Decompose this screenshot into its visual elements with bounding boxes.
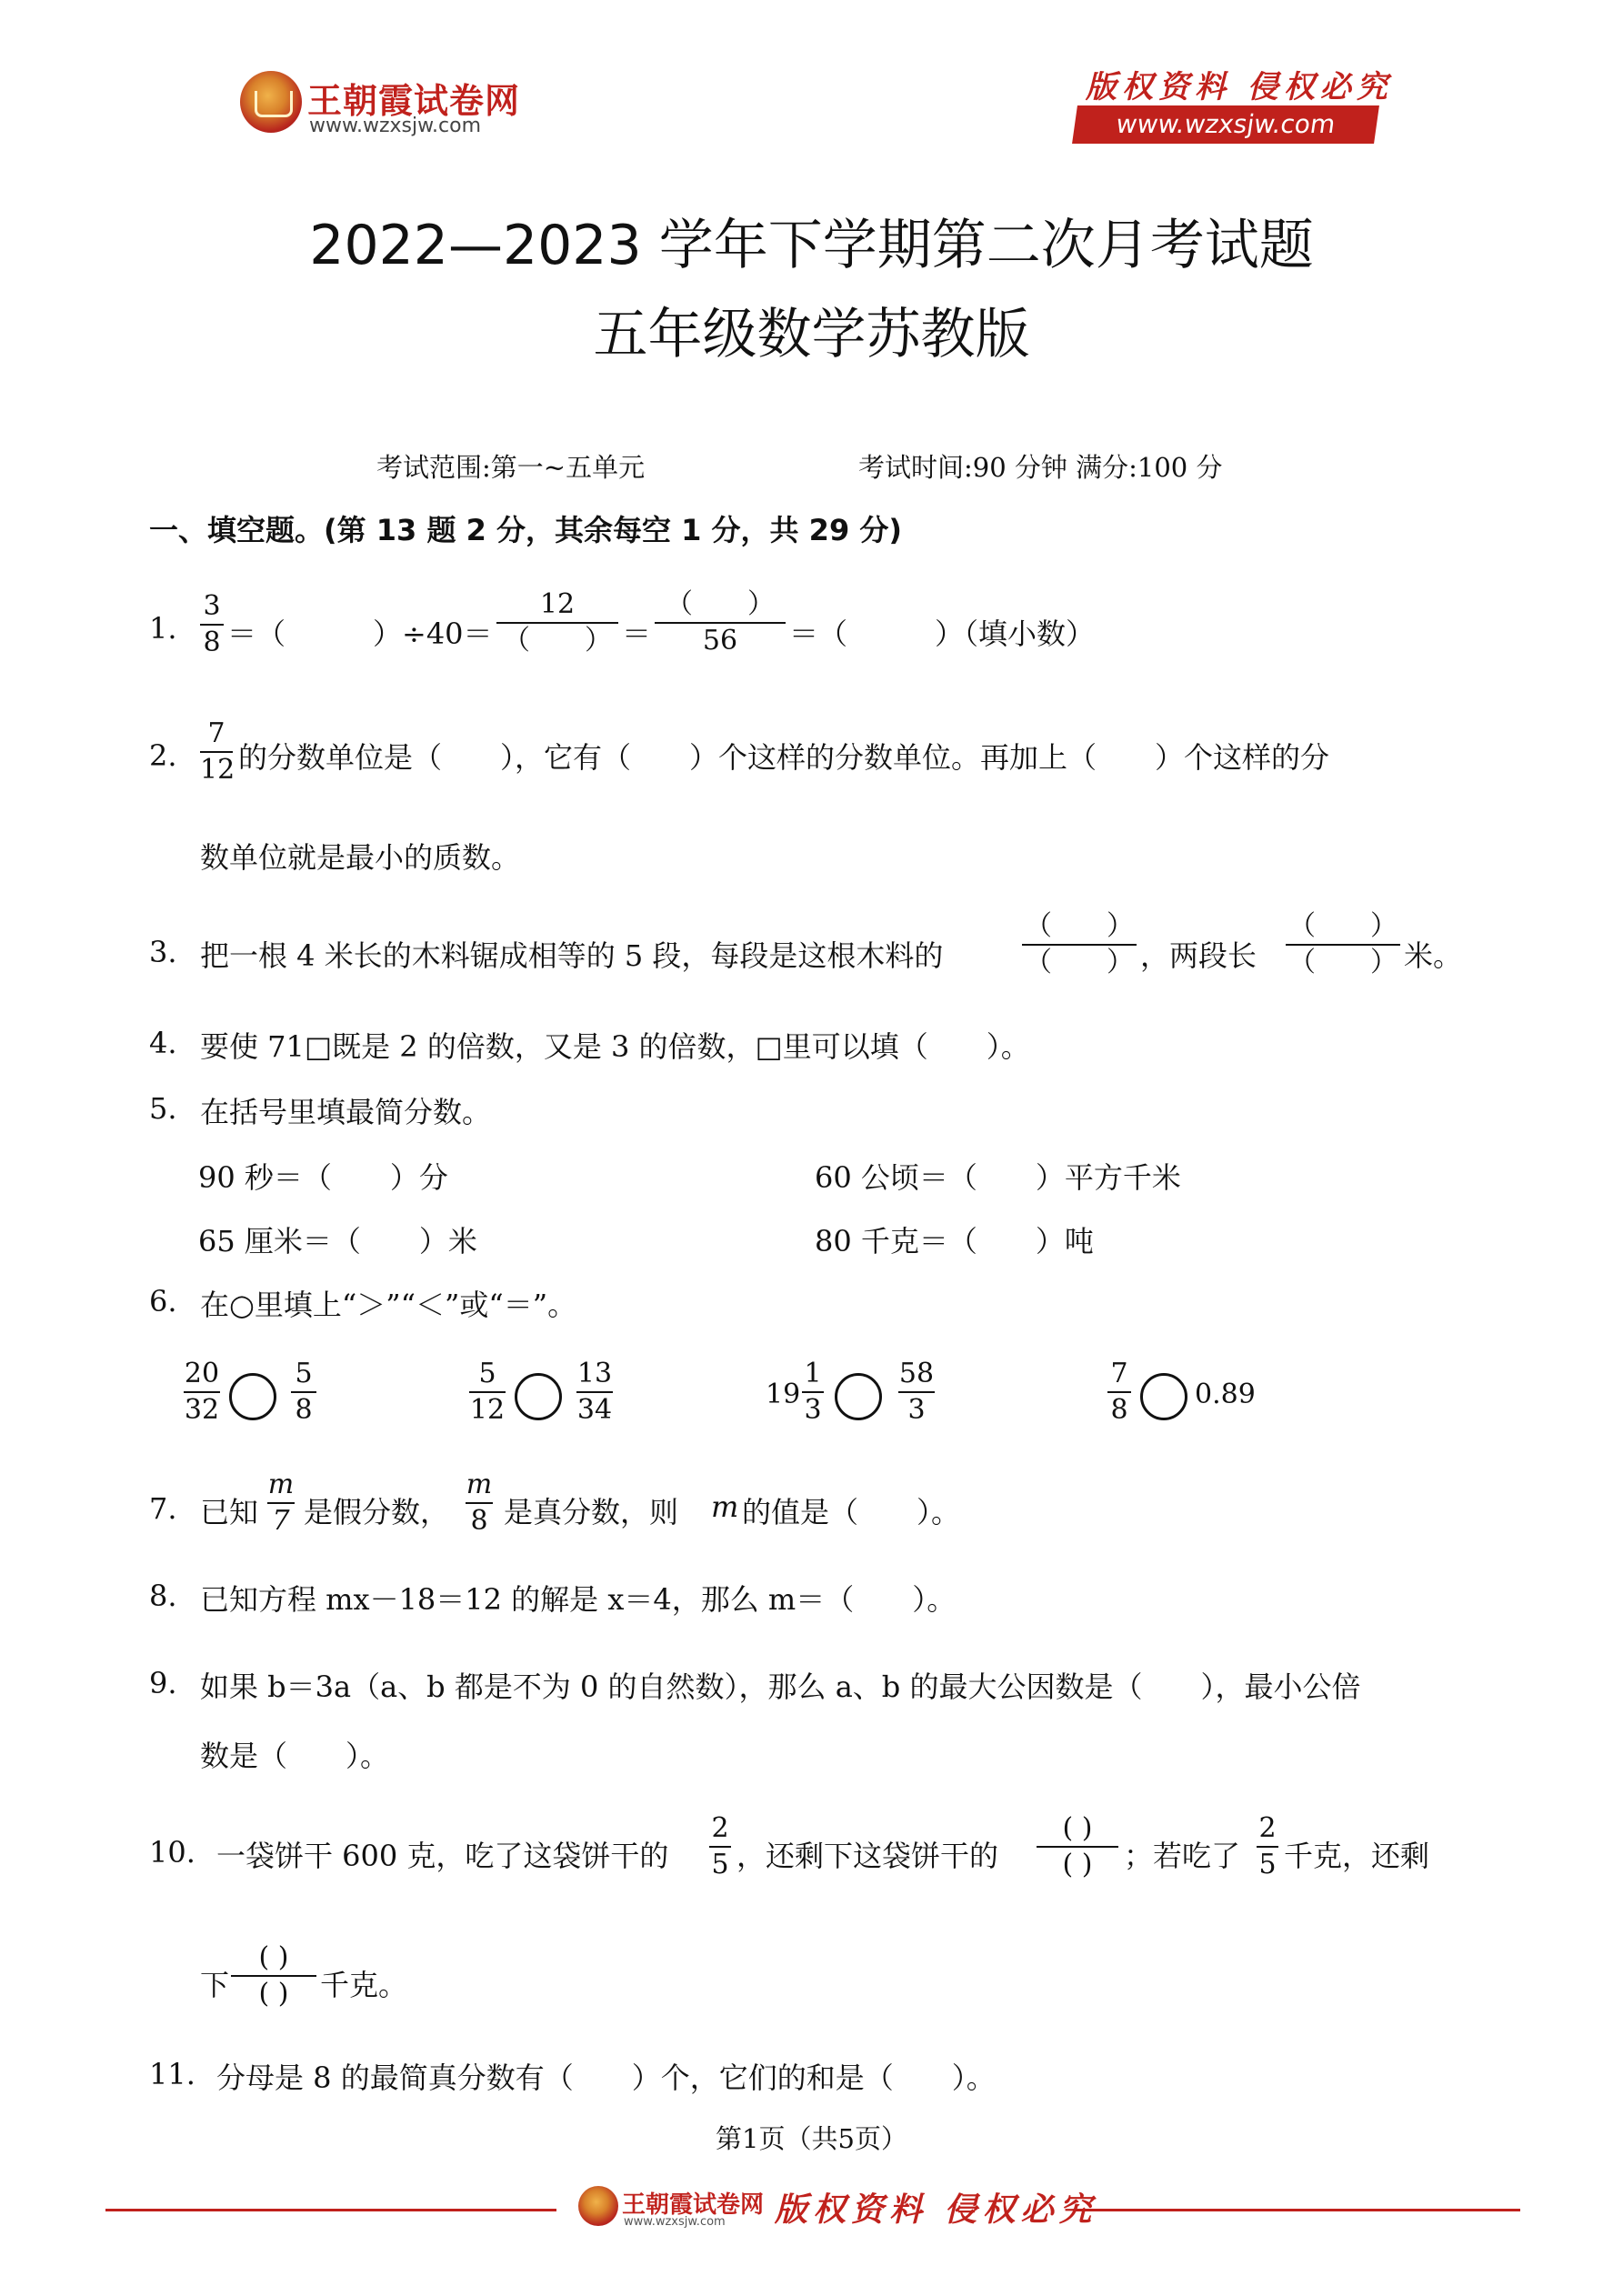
footer-logo-url: www.wzxsjw.com	[624, 2215, 726, 2229]
question-number: 11.	[149, 2057, 195, 2091]
variable: m	[711, 1489, 739, 1524]
denominator: 12	[200, 754, 235, 786]
logo-name: 王朝霞试卷网	[307, 81, 521, 121]
fraction	[1107, 1360, 1131, 1424]
exam-scope: 考试范围:第一~五单元	[376, 452, 646, 483]
exam-subtitle: 五年级数学苏教版	[593, 303, 1030, 366]
question-number: 9.	[149, 1666, 177, 1700]
question-text: 的值是（ ）。	[742, 1495, 961, 1529]
question-number: 10.	[149, 1835, 195, 1870]
fraction	[1037, 1812, 1118, 1880]
copyright-notice: 版权资料 侵权必究	[1086, 69, 1393, 105]
question-number: 7.	[149, 1491, 177, 1526]
footer-divider	[105, 2209, 556, 2211]
question-item: 65 厘米＝（ ）米	[198, 1224, 477, 1258]
question-text: 数单位就是最小的质数。	[200, 840, 521, 875]
page-number: 第1页（共5页）	[716, 2123, 907, 2154]
denominator: 8	[1110, 1394, 1128, 1426]
comparison-circle[interactable]	[835, 1373, 882, 1420]
comparison-circle[interactable]	[515, 1373, 562, 1420]
numerator: ( )	[258, 1941, 289, 1973]
question-text: 如果 b＝3a（a、b 都是不为 0 的自然数），那么 a、b 的最大公因数是（ ），最小公倍	[200, 1669, 1361, 1704]
fraction	[267, 1471, 295, 1535]
question-number: 4.	[149, 1026, 177, 1060]
numerator: 7	[1110, 1358, 1128, 1389]
question-text: 千克，还剩	[1284, 1839, 1430, 1873]
numerator: ( )	[1062, 1812, 1093, 1844]
question-text: 一袋饼干 600 克，吃了这袋饼干的	[216, 1839, 669, 1873]
numerator: 3	[203, 590, 221, 622]
fraction	[655, 588, 786, 657]
numerator: 58	[898, 1358, 935, 1389]
numerator: m	[267, 1469, 295, 1500]
denominator: 5	[1258, 1849, 1277, 1880]
fraction	[200, 590, 224, 658]
question-text: 已知	[200, 1495, 259, 1529]
section-heading: 一、填空题。(第 13 题 2 分，其余每空 1 分，共 29 分)	[149, 513, 902, 547]
question-text: 把一根 4 米长的木料锯成相等的 5 段，每段是这根木料的	[200, 938, 944, 973]
question-number: 6.	[149, 1284, 177, 1318]
question-item: 80 千克＝（ ）吨	[815, 1224, 1094, 1258]
denominator: 8	[470, 1505, 488, 1537]
logo-url: www.wzxsjw.com	[309, 115, 482, 137]
url-banner: www.wzxsjw.com	[1072, 105, 1379, 144]
denominator: 7	[272, 1505, 290, 1537]
fraction	[466, 1471, 493, 1535]
question-text: 的分数单位是（ ），它有（ ）个这样的分数单位。再加上（ ）个这样的分	[238, 740, 1330, 775]
denominator: ( )	[1062, 1849, 1093, 1880]
exam-title: 2022—2023 学年下学期第二次月考试题	[309, 214, 1314, 277]
question-text: 已知方程 mx－18＝12 的解是 x＝4，那么 m＝（ ）。	[200, 1582, 957, 1617]
question-text: ；若吃了	[1124, 1839, 1241, 1873]
comparison-circle[interactable]	[229, 1373, 276, 1420]
numerator: （ ）	[1288, 910, 1398, 942]
fraction	[709, 1812, 731, 1880]
footer-copyright-notice: 版权资料 侵权必究	[775, 2191, 1097, 2229]
fraction	[1286, 910, 1400, 978]
numerator: 20	[184, 1358, 220, 1389]
question-text: ＝（ ）÷40＝	[227, 617, 493, 651]
question-text: 是假分数，	[304, 1495, 450, 1529]
denominator: （ ）	[503, 625, 612, 657]
numerator: （ ）	[666, 588, 775, 620]
question-text: 米。	[1404, 938, 1463, 973]
question-text: 下	[200, 1968, 230, 2002]
question-text: ，还剩下这袋饼干的	[736, 1839, 999, 1873]
denominator: 56	[702, 625, 738, 657]
question-text: 在○里填上“＞”“＜”或“＝”。	[200, 1288, 577, 1322]
fraction	[184, 1360, 220, 1424]
question-text: 分母是 8 的最简真分数有（ ）个，它们的和是（ ）。	[216, 2060, 996, 2095]
denominator: 32	[184, 1394, 220, 1426]
question-number: 1.	[149, 611, 177, 646]
comparison-circle[interactable]	[1140, 1373, 1187, 1420]
question-text: 千克。	[320, 1968, 408, 2002]
question-number: 2.	[149, 738, 177, 773]
numerator: 12	[539, 588, 576, 620]
denominator: 12	[469, 1394, 506, 1426]
numerator: 7	[207, 717, 225, 749]
denominator: （ ）	[1025, 947, 1134, 978]
denominator: ( )	[258, 1978, 289, 2010]
fraction	[231, 1941, 316, 2010]
question-text: 要使 71□既是 2 的倍数，又是 3 的倍数，□里可以填（ ）。	[200, 1029, 1030, 1064]
fraction	[1257, 1812, 1278, 1880]
question-number: 8.	[149, 1579, 177, 1613]
question-text: 数是（ ）。	[200, 1739, 390, 1773]
question-text: 是真分数，则	[504, 1495, 679, 1529]
fraction	[200, 717, 235, 786]
numerator: 5	[478, 1358, 496, 1389]
footer-logo-name: 王朝霞试卷网	[622, 2191, 765, 2219]
question-text: ＝	[622, 617, 652, 651]
fraction	[291, 1360, 316, 1424]
fraction	[576, 1360, 613, 1424]
denominator: 5	[711, 1849, 729, 1880]
footer-divider	[1073, 2209, 1520, 2211]
fraction	[898, 1360, 935, 1424]
numerator: 13	[576, 1358, 613, 1389]
question-text: ，两段长	[1140, 938, 1257, 973]
denominator: （ ）	[1288, 947, 1398, 978]
decimal-value: 0.89	[1195, 1379, 1256, 1410]
denominator: 8	[203, 627, 221, 658]
whole-number: 19	[766, 1379, 801, 1410]
numerator: 2	[711, 1812, 729, 1844]
numerator: m	[466, 1469, 493, 1500]
numerator: 1	[804, 1358, 822, 1389]
question-item: 60 公顷＝（ ）平方千米	[815, 1160, 1181, 1195]
question-text: 在括号里填最简分数。	[200, 1095, 492, 1129]
logo-emblem-icon	[240, 71, 302, 133]
exam-time-score: 考试时间:90 分钟 满分:100 分	[858, 452, 1223, 483]
question-text: ＝（ ）（填小数）	[789, 617, 1096, 651]
question-item: 90 秒＝（ ）分	[198, 1160, 448, 1195]
denominator: 3	[907, 1394, 926, 1426]
fraction	[496, 588, 618, 657]
footer-logo-emblem-icon	[578, 2186, 618, 2226]
fraction	[469, 1360, 506, 1424]
denominator: 3	[804, 1394, 822, 1426]
question-number: 5.	[149, 1091, 177, 1126]
question-number: 3.	[149, 935, 177, 969]
denominator: 8	[295, 1394, 313, 1426]
fraction	[802, 1360, 824, 1424]
fraction	[1022, 910, 1137, 978]
denominator: 34	[576, 1394, 613, 1426]
numerator: （ ）	[1025, 910, 1134, 942]
numerator: 5	[295, 1358, 313, 1389]
numerator: 2	[1258, 1812, 1277, 1844]
